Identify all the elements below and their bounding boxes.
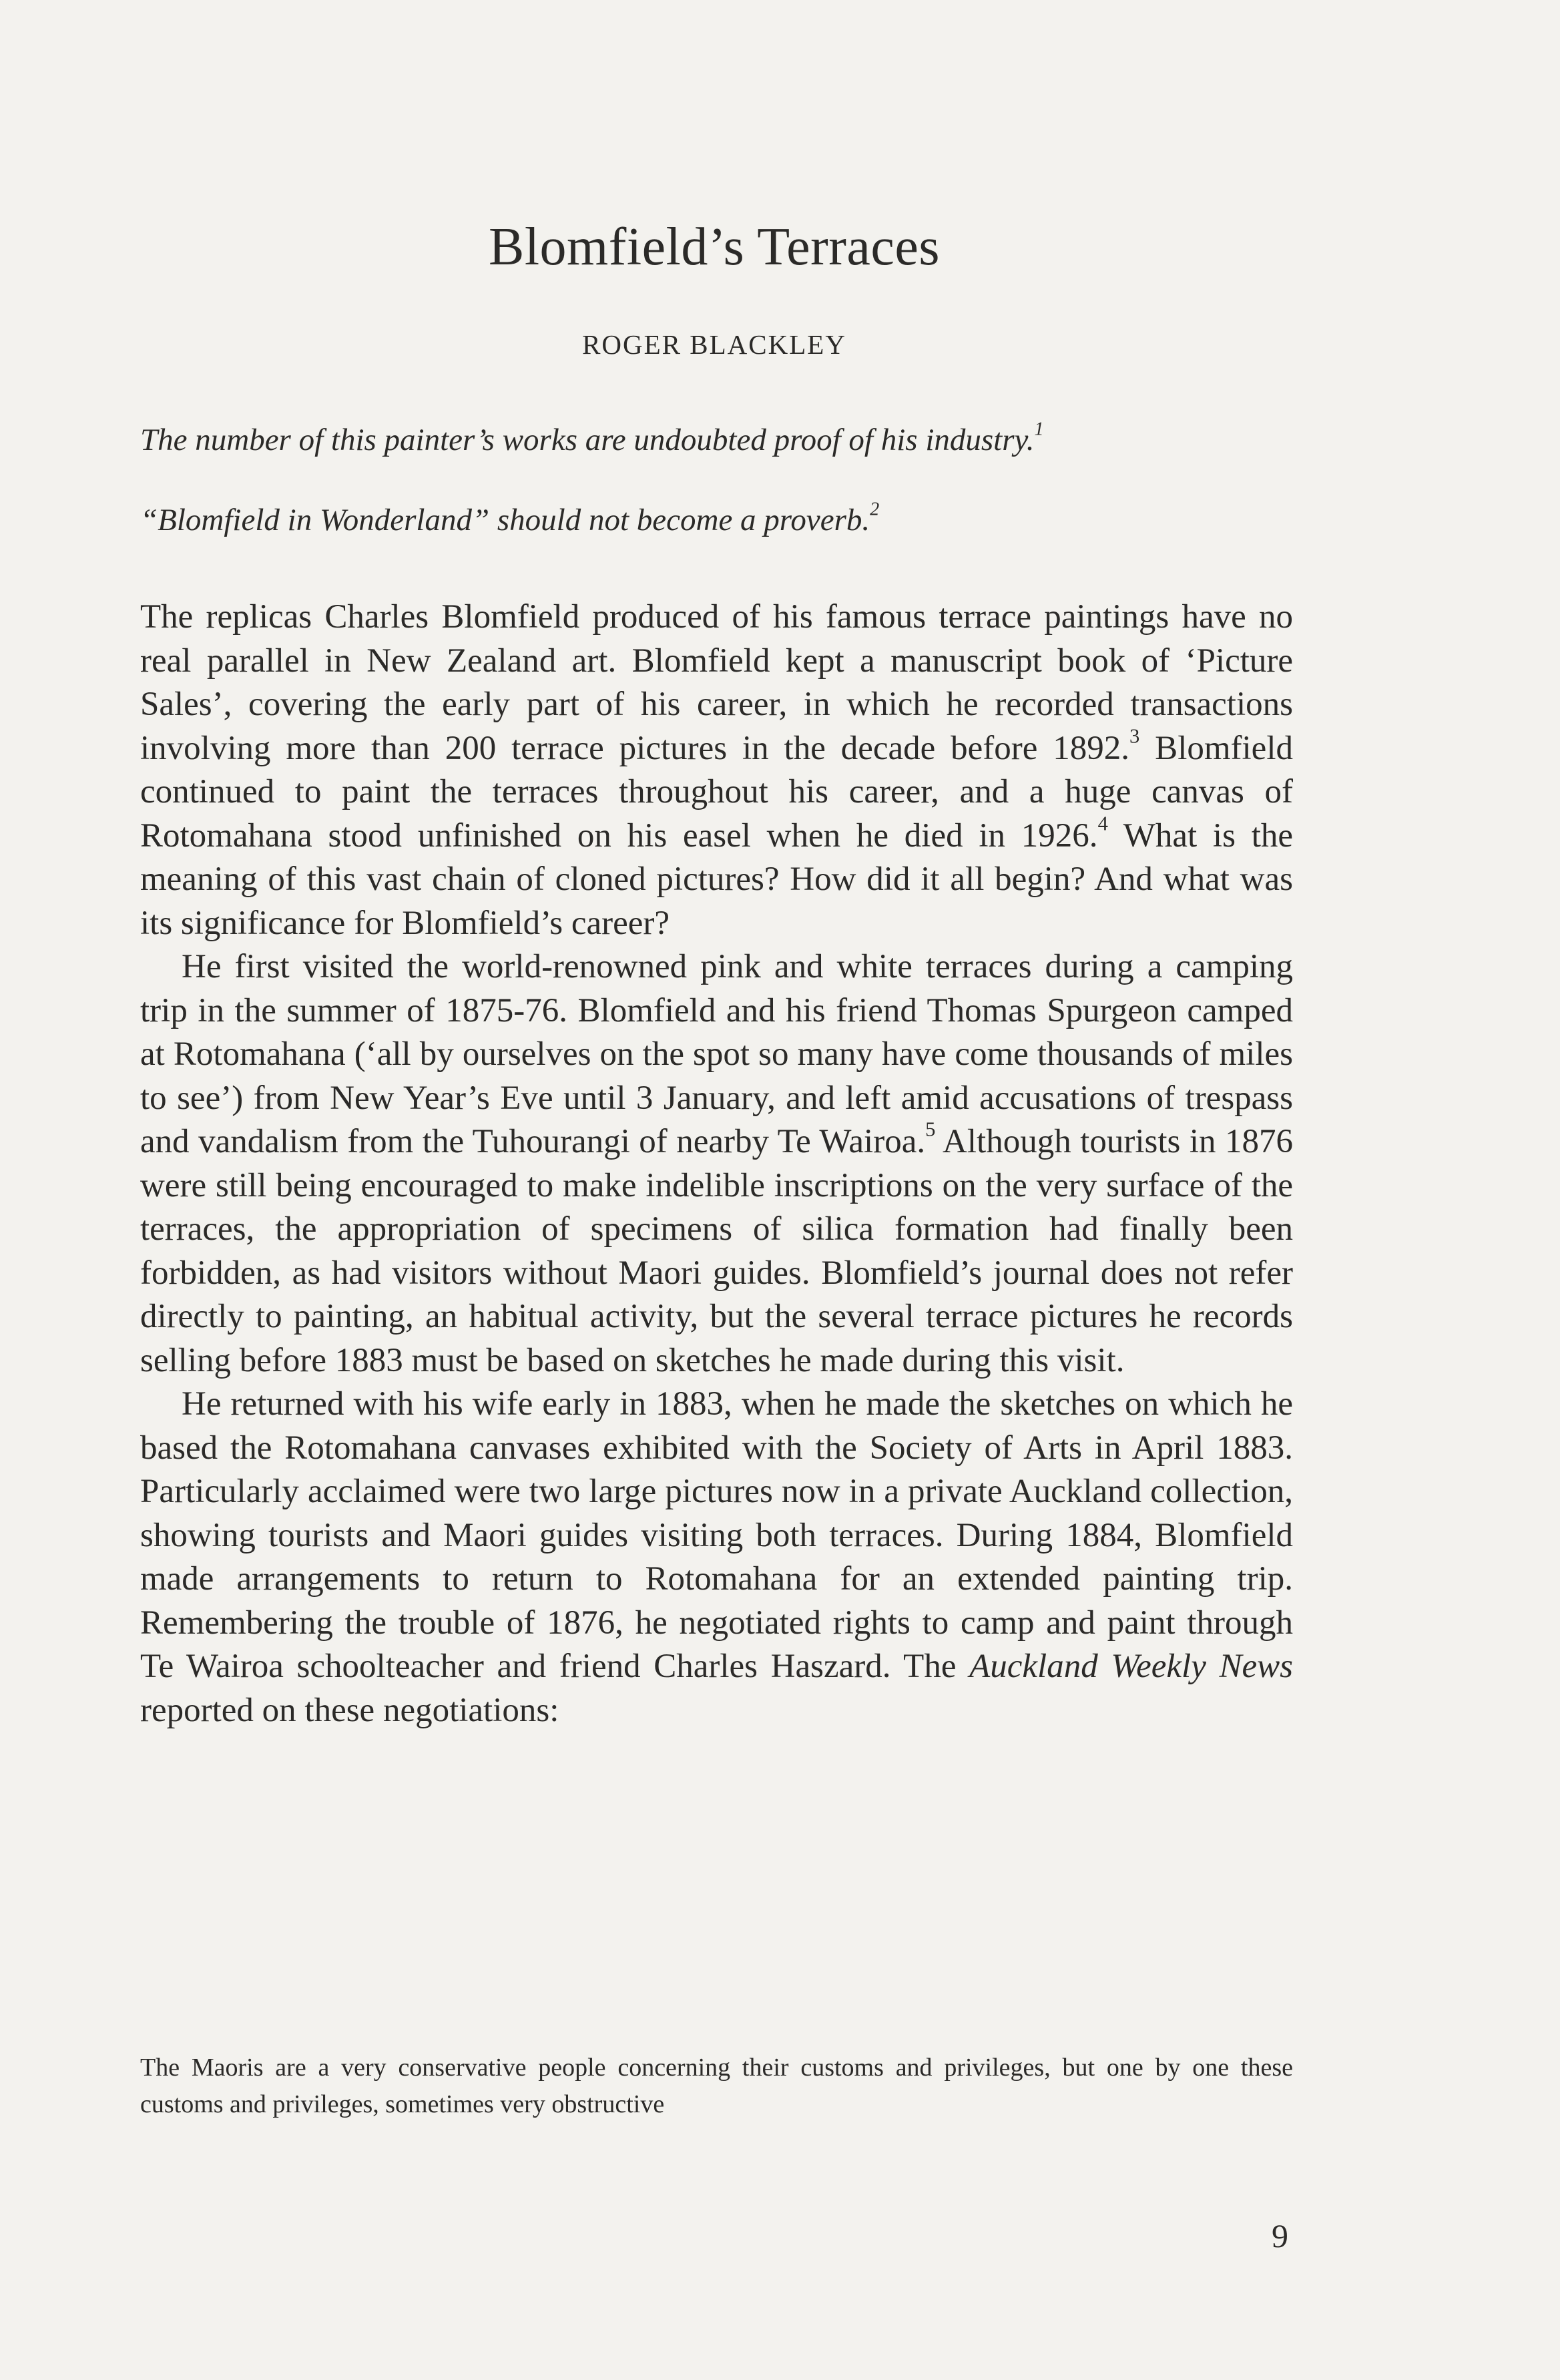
publication-title: Auckland Weekly News: [969, 1648, 1293, 1685]
body-paragraph-3: [140, 1383, 1293, 1732]
paragraph-text: reported on these negotiations:: [140, 1691, 559, 1729]
footnote-ref: 4: [1097, 812, 1108, 835]
article-title: Blomfield’s Terraces: [488, 218, 941, 276]
footnote-ref: 1: [1034, 419, 1044, 440]
body-paragraph-2: [140, 945, 1293, 1383]
block-quote: The Maoris are a very conservative people concerning their customs and privileges, but one by one these customs and privileges, sometimes very obstructive: [140, 2054, 1293, 2118]
paragraph-text: He returned with his wife early in 1883, when he made the sketches on which he based the Rotomahana canvases exhibited with the Society of Arts in April 1883. Particularly acclaimed were two large pictures now in a private Auckland collection, showing tourists and Maori guides visiting both terraces. During 1884, Blomfield made arrangements to return to Rotomahana for an extended painting trip. Remembering the trouble of 1876, he negotiated rights to camp and paint through Te Wairoa schoolteacher and friend Charles Haszard. The: [140, 1385, 1293, 1685]
article-author: ROGER BLACKLEY: [582, 329, 846, 360]
paragraph-text: The replicas Charles Blomfield produced of his famous terrace paintings have no real parallel in New Zealand art. Blomfield kept a manuscript book of ‘Picture Sales’, covering the early part of his career, in which he recorded transactions involving more than 200 terrace pictures in the decade before 1892.: [140, 598, 1293, 767]
paragraph-text: What is the meaning of this vast chain of cloned pictures? How did it all begin? And what was its significance for Blomfield’s career?: [140, 816, 1294, 942]
footnote-ref: 3: [1129, 724, 1140, 748]
epigraph-2: [140, 499, 1315, 538]
epigraph-text: “Blomfield in Wonderland” should not become a proverb.: [140, 503, 870, 537]
paragraph-text: Although tourists in 1876 were still being encouraged to make indelible inscriptions on the very surface of the terraces, the appropriation of specimens of silica formation had finally been forbidden, as had visitors without Maori guides. Blomfield’s journal does not refer directly to painting, an habitual activity, but the several terrace pictures he records selling before 1883 must be based on sketches he made during this visit.: [140, 1123, 1293, 1379]
page-number: 9: [1272, 2217, 1288, 2254]
footnote-ref: 5: [925, 1118, 936, 1141]
epigraph-text: The number of this painter’s works are undoubted proof of his industry.: [140, 423, 1035, 457]
body-paragraph-1: [140, 596, 1293, 945]
article-body: [140, 596, 1293, 1732]
paragraph-text: He first visited the world-renowned pink and white terraces during a camping trip in the summer of 1875-76. Blomfield and his friend Thomas Spurgeon camped at Rotomahana (‘all by ourselves on the spot so many have come thousands of miles to see’) from New Year’s Eve until 3 January, and left amid accusations of trespass and vandalism from the Tuhourangi of nearby Te Wairoa.: [140, 948, 1293, 1160]
epigraph-1: [140, 419, 1315, 458]
footnote-ref: 2: [870, 499, 880, 520]
paragraph-text: Blomfield continued to paint the terraces throughout his career, and a huge canvas of Rotomahana stood unfinished on his easel when he died in 1926.: [140, 729, 1293, 855]
